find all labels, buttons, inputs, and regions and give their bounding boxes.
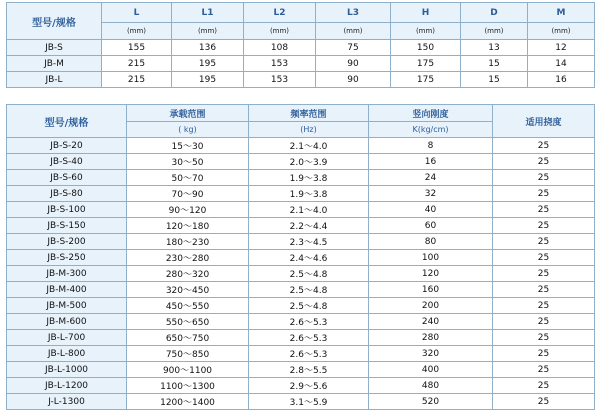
table-cell: 450～550: [127, 298, 249, 314]
table-cell: 230～280: [127, 250, 249, 266]
table-cell: 180～230: [127, 234, 249, 250]
unit-label: K(kg/cm): [369, 122, 493, 138]
model-cell: JB-S-150: [7, 218, 127, 234]
unit-label: (mm): [244, 23, 316, 40]
model-cell: JB-L-700: [7, 330, 127, 346]
model-spec-header: 型号/规格: [7, 3, 102, 40]
col-header-h: H: [391, 3, 461, 23]
model-cell: JB-M-400: [7, 282, 127, 298]
table-cell: 650～750: [127, 330, 249, 346]
table-row: [7, 362, 595, 378]
table-cell: 2.6～5.3: [249, 346, 369, 362]
table-cell: 1200～1400: [127, 394, 249, 410]
table-cell: 13: [461, 40, 528, 56]
table-cell: 90: [316, 56, 391, 72]
table-row: [7, 346, 595, 362]
table-cell: 2.6～5.3: [249, 330, 369, 346]
table-cell: 1.9～3.8: [249, 186, 369, 202]
table-cell: 280～320: [127, 266, 249, 282]
table-cell: 25: [493, 186, 595, 202]
model-cell: JB-S: [7, 40, 102, 56]
table-cell: 2.4～4.6: [249, 250, 369, 266]
table-cell: 75: [316, 40, 391, 56]
table-cell: 175: [391, 56, 461, 72]
table-cell: 80: [369, 234, 493, 250]
table-row: [7, 234, 595, 250]
table-cell: 90: [316, 72, 391, 88]
model-cell: JB-S-40: [7, 154, 127, 170]
table-cell: 1100～1300: [127, 378, 249, 394]
table-row: [7, 394, 595, 410]
model-cell: JB-M: [7, 56, 102, 72]
table-cell: 25: [493, 298, 595, 314]
model-cell: JB-L-800: [7, 346, 127, 362]
table-cell: 15～30: [127, 138, 249, 154]
table-cell: 100: [369, 250, 493, 266]
model-cell: JB-S-60: [7, 170, 127, 186]
table-cell: 120: [369, 266, 493, 282]
table-cell: 25: [493, 266, 595, 282]
table-cell: 25: [493, 362, 595, 378]
vertical-stiffness-header: 竖向刚度: [369, 105, 493, 122]
model-cell: JB-S-250: [7, 250, 127, 266]
model-cell: JB-M-500: [7, 298, 127, 314]
table-cell: 160: [369, 282, 493, 298]
col-header-m: M: [528, 3, 595, 23]
table-cell: 25: [493, 202, 595, 218]
table-cell: 153: [244, 72, 316, 88]
table-row: [7, 378, 595, 394]
table-cell: 108: [244, 40, 316, 56]
table-cell: 2.5～4.8: [249, 266, 369, 282]
table-cell: 2.8～5.5: [249, 362, 369, 378]
table-cell: 25: [493, 218, 595, 234]
table-row: [7, 330, 595, 346]
col-header-l1: L1: [172, 3, 244, 23]
col-header-l3: L3: [316, 3, 391, 23]
table-cell: 2.2～4.4: [249, 218, 369, 234]
table-cell: 280: [369, 330, 493, 346]
table-row: [7, 202, 595, 218]
table-row: [7, 282, 595, 298]
table-cell: 14: [528, 56, 595, 72]
table-cell: 400: [369, 362, 493, 378]
table-row: [7, 266, 595, 282]
model-cell: JB-L-1200: [7, 378, 127, 394]
col-header-l2: L2: [244, 3, 316, 23]
table-cell: 550～650: [127, 314, 249, 330]
unit-label: (mm): [528, 23, 595, 40]
unit-label: (mm): [391, 23, 461, 40]
table-row: [7, 186, 595, 202]
table-cell: 15: [461, 72, 528, 88]
table-cell: 25: [493, 314, 595, 330]
unit-label: (mm): [316, 23, 391, 40]
col-header-l: L: [102, 3, 172, 23]
model-spec-header: 型号/规格: [7, 105, 127, 138]
model-cell: JB-S-80: [7, 186, 127, 202]
table-cell: 25: [493, 154, 595, 170]
table-cell: 25: [493, 170, 595, 186]
table-cell: 15: [461, 56, 528, 72]
table-cell: 30～50: [127, 154, 249, 170]
col-header-d: D: [461, 3, 528, 23]
unit-label: (mm): [102, 23, 172, 40]
table-cell: 750～850: [127, 346, 249, 362]
table-cell: 25: [493, 330, 595, 346]
table-row: [7, 40, 595, 56]
table-cell: 2.1～4.0: [249, 202, 369, 218]
table-cell: 2.1～4.0: [249, 138, 369, 154]
table-row: [7, 218, 595, 234]
table-cell: 215: [102, 56, 172, 72]
table-cell: 320～450: [127, 282, 249, 298]
table-row: [7, 170, 595, 186]
table-row: [7, 72, 595, 88]
model-cell: JB-S-200: [7, 234, 127, 250]
model-cell: J-L-1300: [7, 394, 127, 410]
table-row: [7, 298, 595, 314]
table-cell: 120～180: [127, 218, 249, 234]
table-cell: 40: [369, 202, 493, 218]
model-cell: JB-S-100: [7, 202, 127, 218]
table-cell: 2.3～4.5: [249, 234, 369, 250]
table-cell: 153: [244, 56, 316, 72]
model-cell: JB-M-300: [7, 266, 127, 282]
table-row: [7, 154, 595, 170]
load-range-header: 承载范围: [127, 105, 249, 122]
table-row: [7, 250, 595, 266]
table-cell: 2.5～4.8: [249, 298, 369, 314]
table-cell: 25: [493, 234, 595, 250]
unit-label: (mm): [172, 23, 244, 40]
model-cell: JB-L: [7, 72, 102, 88]
table-cell: 175: [391, 72, 461, 88]
table-cell: 25: [493, 250, 595, 266]
table-cell: 2.9～5.6: [249, 378, 369, 394]
table-cell: 90～120: [127, 202, 249, 218]
model-cell: JB-S-20: [7, 138, 127, 154]
load-spec-table: [6, 104, 595, 410]
table-cell: 8: [369, 138, 493, 154]
table-cell: 25: [493, 282, 595, 298]
deflection-header: 适用挠度: [493, 105, 595, 138]
table-cell: 50～70: [127, 170, 249, 186]
table-row: [7, 314, 595, 330]
table-cell: 215: [102, 72, 172, 88]
table-cell: 240: [369, 314, 493, 330]
table-cell: 16: [528, 72, 595, 88]
table-cell: 136: [172, 40, 244, 56]
table-cell: 195: [172, 72, 244, 88]
table-cell: 16: [369, 154, 493, 170]
table-cell: 32: [369, 186, 493, 202]
unit-label: (Hz): [249, 122, 369, 138]
table-cell: 520: [369, 394, 493, 410]
frequency-range-header: 频率范围: [249, 105, 369, 122]
table-row: [7, 138, 595, 154]
table-cell: 60: [369, 218, 493, 234]
table-cell: 70～90: [127, 186, 249, 202]
model-cell: JB-M-600: [7, 314, 127, 330]
table-cell: 155: [102, 40, 172, 56]
table-cell: 900～1100: [127, 362, 249, 378]
table-cell: 320: [369, 346, 493, 362]
table-cell: 150: [391, 40, 461, 56]
table-cell: 25: [493, 346, 595, 362]
table-cell: 480: [369, 378, 493, 394]
unit-label: (mm): [461, 23, 528, 40]
table-cell: 24: [369, 170, 493, 186]
unit-label: ( kg): [127, 122, 249, 138]
table-cell: 2.6～5.3: [249, 314, 369, 330]
table-cell: 2.0～3.9: [249, 154, 369, 170]
model-cell: JB-L-1000: [7, 362, 127, 378]
table-cell: 2.5～4.8: [249, 282, 369, 298]
table-cell: 12: [528, 40, 595, 56]
dimensions-table: [6, 2, 595, 88]
table-cell: 1.9～3.8: [249, 170, 369, 186]
table-cell: 200: [369, 298, 493, 314]
table-cell: 25: [493, 394, 595, 410]
table-cell: 25: [493, 138, 595, 154]
table-cell: 3.1～5.9: [249, 394, 369, 410]
table-cell: 25: [493, 378, 595, 394]
table-row: [7, 56, 595, 72]
table-cell: 195: [172, 56, 244, 72]
